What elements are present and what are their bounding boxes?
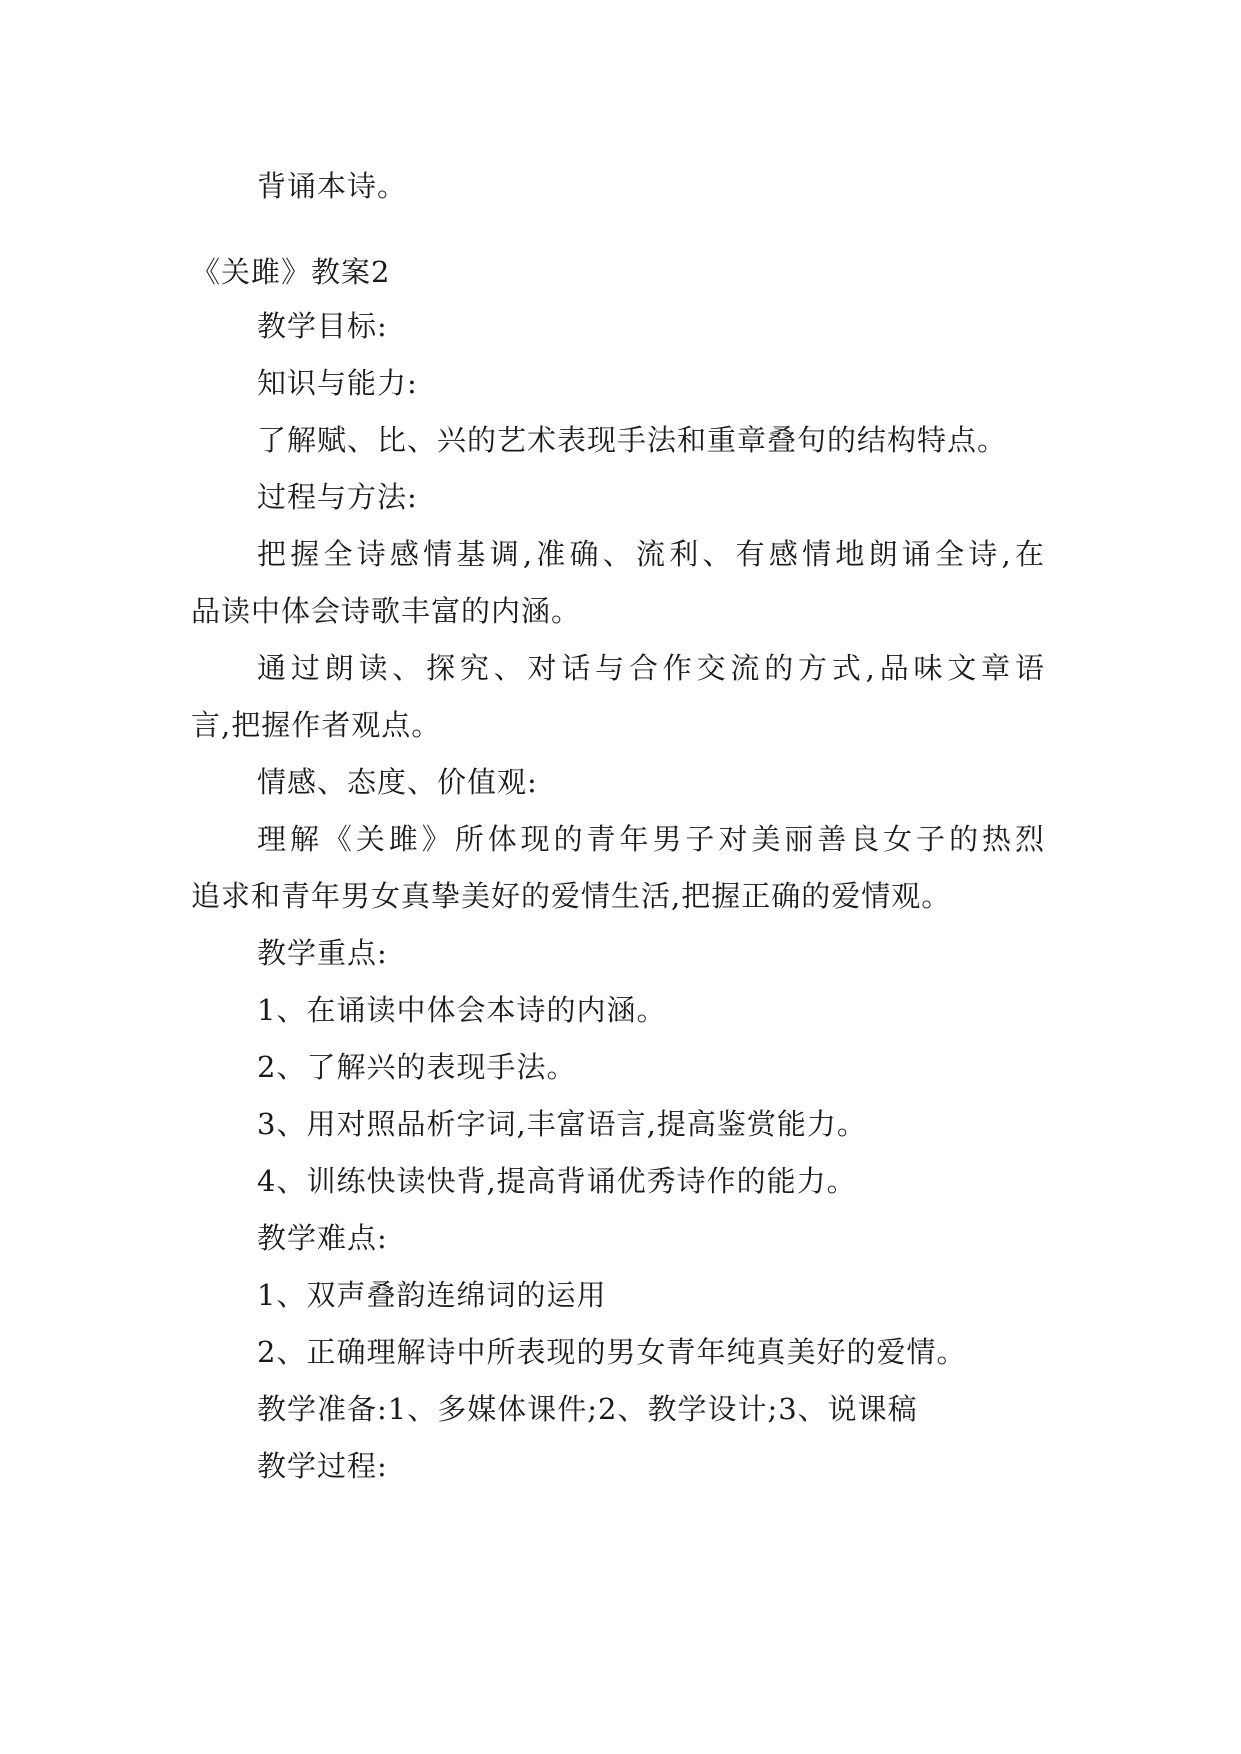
subheading-knowledge-ability: 知识与能力: [257,366,418,400]
heading-teaching-process: 教学过程: [257,1449,388,1483]
paragraph-line: 理解《关雎》所体现的青年男子对美丽善良女子的热烈 [257,822,1045,856]
section-title: 《关雎》教案2 [191,255,391,289]
list-item: 2、正确理解诗中所表现的男女青年纯真美好的爱情。 [257,1335,967,1369]
paragraph-line: 把握全诗感情基调,准确、流利、有感情地朗诵全诗,在 [257,537,1045,571]
paragraph-line: 言,把握作者观点。 [191,708,442,742]
teaching-preparation-line: 教学准备:1、多媒体课件;2、教学设计;3、说课稿 [257,1392,918,1426]
paragraph-line: 了解赋、比、兴的艺术表现手法和重章叠句的结构特点。 [257,423,1008,457]
subheading-emotion-attitude-values: 情感、态度、价值观: [257,765,538,799]
heading-teaching-focus: 教学重点: [257,936,388,970]
list-item: 1、在诵读中体会本诗的内涵。 [257,993,667,1027]
list-item: 2、了解兴的表现手法。 [257,1050,577,1084]
paragraph-line: 追求和青年男女真挚美好的爱情生活,把握正确的爱情观。 [191,879,952,913]
paragraph-line: 通过朗读、探究、对话与合作交流的方式,品味文章语 [257,651,1045,685]
subheading-process-method: 过程与方法: [257,480,418,514]
previous-section-closing-line: 背诵本诗。 [257,169,408,203]
list-item: 1、双声叠韵连绵词的运用 [257,1278,607,1312]
list-item: 3、用对照品析字词,丰富语言,提高鉴赏能力。 [257,1107,867,1141]
paragraph-line: 品读中体会诗歌丰富的内涵。 [191,594,582,628]
heading-teaching-difficulties: 教学难点: [257,1221,388,1255]
heading-teaching-objectives: 教学目标: [257,309,388,343]
list-item: 4、训练快读快背,提高背诵优秀诗作的能力。 [257,1164,857,1198]
